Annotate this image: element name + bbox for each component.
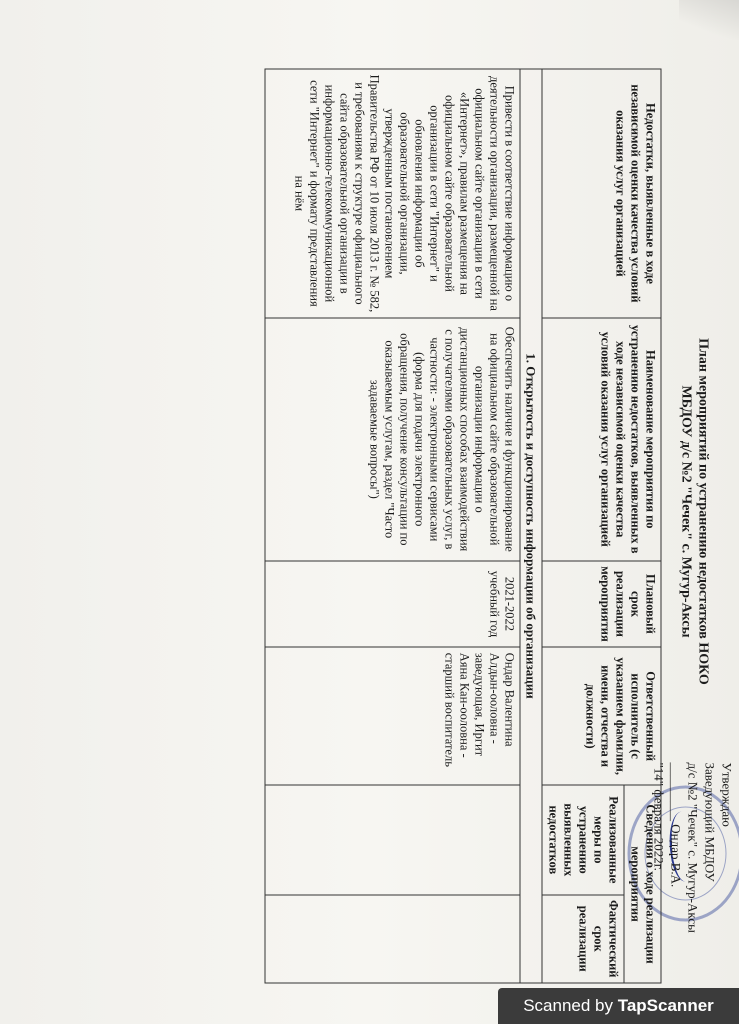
document-title (678, 7, 712, 1017)
section-title: 1. Открытость и доступность информации об организации (520, 69, 542, 983)
scanner-prefix: Scanned by (523, 996, 618, 1015)
header-responsible: Ответственный исполнитель (с указанием фамилии, имени, отчества и должности) (542, 647, 661, 785)
cell-measure: Обеспечить наличие и функционирование на официальном сайте образовательной организации информации о дистанционных способах взаимодействия с получателями образовательных услуг, в частности: - электронными сервисами (форма для подачи электронного обращения, получение консультации по оказываемым услугам, раздел "Часто задаваемые вопросы") (265, 318, 520, 561)
cell-responsible: Ондар Валентина Алдын-ооловна - заведующая, Иргит Аяна Кан-ооловна - старший воспитатель (265, 647, 520, 785)
approval-line-1: Утверждаю (719, 762, 735, 827)
header-implemented-measures: Реализованные меры по устранению выявленных недостатков (542, 785, 624, 894)
rotated-document (1, 7, 739, 1017)
title-line-1: План мероприятий по устранению недостатков НОКО (695, 338, 711, 685)
header-measure: Наименование мероприятия по устранению недостатков, выявленных в ходе независимой оценки качества условий оказания услуг организацией (542, 318, 661, 561)
header-deadline: Плановый срок реализации мероприятия (542, 561, 661, 647)
approval-line-4: _________ Ондар В.А. (668, 762, 684, 888)
header-progress: Сведения о ходе реализации мероприятия (624, 785, 661, 983)
approval-line-5: "14" февраля 2022г. (651, 762, 667, 871)
header-row (624, 69, 661, 983)
measures-table (265, 69, 662, 984)
section-row (520, 69, 542, 983)
approval-line-3: д/с №2 "Чечек" с. Мугур-Аксы (685, 762, 701, 933)
scanner-brand: TapScanner (617, 996, 714, 1015)
table-row (265, 69, 520, 983)
cell-implemented (265, 785, 520, 894)
approval-line-2: Заведующий МБДОУ (702, 762, 718, 882)
cell-actual-deadline (265, 895, 520, 983)
header-actual-deadline: Фактический срок реализации (542, 895, 624, 983)
title-line-2: МБДОУ д/с №2 "Чечек" с. Мугур-Аксы (678, 385, 694, 638)
cell-deficiency: Привести в соответствие информацию о деятельности организации, размещенной на официальном сайте организации в сети «Интернет», правилам размещения на официальном сайте образовательной организации в сети "Интернет" и обновления информации об образовательной организации, утвержденным постановлением Правительства РФ от 10 июля 2013 г. № 582, и требованиям к структуре официального сайта образовательной организации в информационно-телекоммуникационной сети "Интернет" и формату представления на нём (265, 69, 520, 318)
scanner-watermark (498, 988, 739, 1024)
cell-deadline: 2021-2022 учебный год (265, 561, 520, 647)
header-deficiencies: Недостатки, выявленные в ходе независимой оценки качества условий оказания услуг организацией (542, 69, 661, 318)
